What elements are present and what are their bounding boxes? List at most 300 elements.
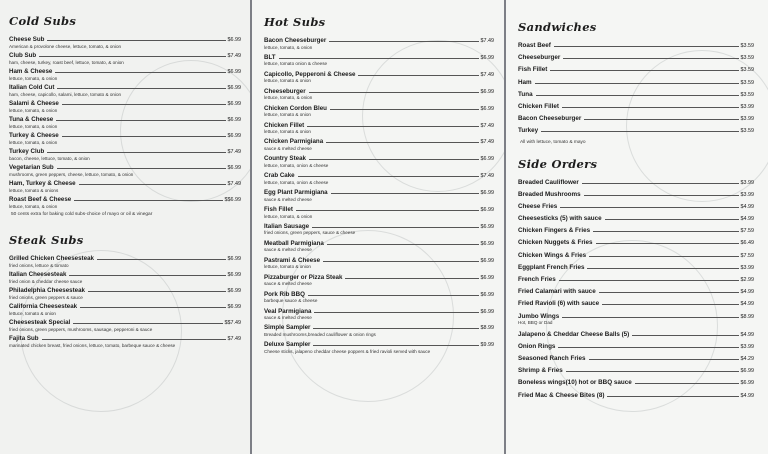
leader-line — [313, 345, 478, 346]
menu-item-price: $6.99 — [227, 101, 241, 107]
menu-item-name: Breaded Mushrooms — [518, 190, 581, 198]
menu-item-name: Jumbo Wings — [518, 312, 560, 320]
menu-item-name: Bacon Cheeseburger — [518, 115, 582, 123]
leader-line — [541, 131, 738, 132]
menu-item-name: BLT — [264, 53, 276, 61]
menu-item — [9, 100, 241, 113]
menu-item-name: Fried Mac & Cheese Bites (8) — [518, 391, 605, 399]
menu-item-price: $6.99 — [480, 274, 494, 281]
menu-item — [9, 255, 241, 268]
leader-line — [69, 275, 225, 276]
menu-item-description: Cheese sticks, jalapeno cheddar cheese poppers & fried ravioli served with sauce — [264, 348, 431, 354]
menu-item-price: $3.99 — [740, 116, 754, 123]
leader-line — [73, 323, 222, 324]
menu-item-description: sauce & melted cheese — [264, 196, 312, 202]
menu-item-name: Cheese Fries — [518, 202, 558, 210]
menu-item-price: $6.99 — [740, 368, 754, 375]
menu-item-price: $7.59 — [740, 228, 754, 235]
menu-item-price: $6.99 — [480, 88, 494, 95]
menu-item-description: American & provolone cheese, lettuce, tomato, & onion — [9, 43, 122, 49]
menu-item-name: Italian Cold Cut — [9, 84, 55, 91]
menu-item-price: $9.99 — [480, 342, 494, 349]
menu-item-price: $7.49 — [480, 139, 494, 146]
menu-item — [518, 343, 754, 350]
menu-panel-left — [0, 0, 250, 454]
menu-item — [264, 257, 494, 270]
leader-line — [279, 58, 479, 59]
menu-item-name: Ham — [518, 78, 532, 86]
menu-item-description: lettuce, tomato & onion — [9, 310, 56, 316]
leader-line — [323, 261, 478, 262]
side-orders-list — [518, 179, 754, 399]
menu-item-name: Bacon Cheeseburger — [264, 37, 327, 44]
menu-item-name: Cheese Sub — [9, 36, 45, 43]
leader-line — [47, 152, 225, 153]
menu-item-price: $4.99 — [740, 289, 754, 296]
leader-line — [62, 136, 226, 137]
menu-item — [264, 189, 494, 202]
leader-line — [47, 40, 225, 41]
menu-item-price: $6.99 — [480, 207, 494, 214]
menu-item-name: Shrimp & Fries — [518, 367, 563, 375]
menu-item-price: $7.49 — [227, 53, 241, 59]
menu-item-name: Chicken Fingers & Fries — [518, 227, 591, 235]
menu-item-price: $6.99 — [227, 69, 241, 75]
menu-item-price: $4.99 — [740, 331, 754, 338]
menu-item-name: Crab Cake — [264, 172, 295, 180]
menu-item-description: mushrooms, green peppers, cheese, lettuce, tomato, & onion — [9, 171, 134, 177]
menu-item-price: $6.99 — [227, 37, 241, 43]
menu-item-description: sauce & melted cheese — [264, 247, 312, 253]
menu-item-description: lettuce, tomato & onions — [9, 187, 59, 193]
menu-item-description: lettuce, tomato, & onion — [264, 95, 313, 101]
leader-line — [560, 207, 738, 208]
menu-item-description: Breaded mushrooms,breaded cauliflower & onion rings — [264, 331, 376, 337]
menu-item-name: Grilled Chicken Cheesesteak — [9, 255, 94, 262]
menu-item-name: Turkey Club — [9, 148, 45, 155]
leader-line — [562, 317, 738, 318]
menu-item — [518, 300, 754, 307]
menu-item — [518, 179, 754, 186]
menu-item-price: $6.99 — [227, 256, 241, 262]
leader-line — [635, 383, 739, 384]
menu-item-description: ham, cheese, capicollo, salami, lettuce, tomato & onion — [9, 91, 122, 97]
menu-item-description: sauce & melted cheese — [264, 145, 312, 151]
leader-line — [56, 120, 225, 121]
menu-item-price: $7.49 — [480, 71, 494, 78]
leader-line — [563, 58, 738, 59]
menu-item-name: Turkey — [518, 127, 539, 135]
menu-item-price: $3.59 — [740, 43, 754, 49]
hot-subs-title: Hot Subs — [264, 15, 326, 29]
menu-item-price: $6.99 — [227, 288, 241, 294]
menu-item-description: lettuce, tomato, onion & cheese — [264, 162, 329, 168]
menu-item — [9, 319, 241, 332]
cold-subs-list — [9, 36, 241, 209]
menu-item — [518, 127, 754, 134]
menu-item-description: lettuce, tomato & onion — [264, 129, 311, 135]
menu-item-price: $3.99 — [740, 103, 754, 110]
leader-line — [562, 107, 739, 108]
menu-item — [264, 105, 494, 118]
menu-item-price: $6.99 — [227, 165, 241, 171]
steak-subs-list — [9, 255, 241, 348]
menu-item — [518, 227, 754, 234]
menu-item — [9, 271, 241, 284]
menu-item — [518, 203, 754, 210]
menu-item — [518, 215, 754, 222]
menu-item — [518, 276, 754, 283]
menu-item — [518, 42, 754, 49]
menu-item-name: Salami & Cheese — [9, 100, 59, 107]
menu-item-name: Egg Plant Parmigiana — [264, 189, 328, 197]
menu-item-name: Cheesesteak Special — [9, 319, 71, 326]
sandwiches-title: Sandwiches — [518, 20, 597, 34]
menu-item — [264, 172, 494, 185]
leader-line — [558, 347, 738, 348]
menu-item-name: Roast Beef — [518, 42, 551, 49]
menu-item-price: $3.99 — [740, 264, 754, 271]
leader-line — [308, 295, 479, 296]
menu-item — [518, 367, 754, 374]
menu-item-description: lettuce, tomato, onion & cheese — [264, 179, 329, 185]
menu-item — [518, 103, 754, 110]
menu-item-price: $2.99 — [740, 277, 754, 283]
menu-item-description: fried onions, lettuce & tomato — [9, 262, 69, 268]
menu-item-name: Deluxe Sampler — [264, 341, 311, 349]
menu-item-price: $7.49 — [227, 181, 241, 187]
menu-item-name: Italian Cheesesteak — [9, 271, 67, 278]
menu-item-description: lettuce, tomato, & onion — [9, 203, 58, 209]
menu-item-price: $7.49 — [227, 149, 241, 155]
menu-item-price: $7.49 — [480, 173, 494, 180]
leader-line — [97, 259, 226, 260]
leader-line — [74, 200, 222, 201]
menu-item — [9, 116, 241, 129]
leader-line — [358, 75, 478, 76]
menu-panel-center — [252, 0, 504, 454]
menu-item-description: marinated chicken breast, fried onions, lettuce, tomato, barbeque sauce & cheese — [9, 342, 176, 348]
menu-item-price: $6.99 — [480, 257, 494, 264]
menu-item — [264, 54, 494, 67]
menu-item-description: lettuce, tomato & onion — [264, 78, 311, 84]
menu-item — [9, 84, 241, 97]
leader-line — [587, 268, 738, 269]
leader-line — [605, 219, 739, 220]
menu-item-name: Cheeseburger — [264, 87, 306, 95]
menu-item — [264, 291, 494, 304]
menu-item — [9, 164, 241, 177]
menu-item — [264, 341, 494, 354]
menu-item-name: Ham & Cheese — [9, 68, 53, 75]
menu-item-name: Veal Parmigiana — [264, 307, 312, 315]
leader-line — [589, 256, 738, 257]
menu-item-description: lettuce, tomato, & onion — [9, 139, 58, 145]
menu-item-price: $6.99 — [480, 308, 494, 315]
menu-item-description: fried onions, green peppers, sauce & cheese — [264, 230, 356, 236]
menu-item-description: ham, cheese, turkey, roast beef, lettuce, tomato, & onion — [9, 59, 124, 65]
leader-line — [550, 70, 738, 71]
menu-item — [9, 180, 241, 193]
menu-item — [9, 148, 241, 161]
leader-line — [314, 312, 478, 313]
leader-line — [593, 231, 738, 232]
menu-item — [518, 355, 754, 362]
menu-item-name: Vegetarian Sub — [9, 164, 54, 171]
menu-item — [264, 88, 494, 101]
menu-item-price: $6.99 — [480, 54, 494, 61]
leader-line — [79, 184, 226, 185]
leader-line — [584, 119, 738, 120]
cold-subs-note: 50 cents extra for baking cold subs-choice of mayo or oil & vinegar — [11, 212, 153, 217]
menu-item-description: lettuce, tomato onion & cheese — [264, 61, 328, 67]
menu-item-price: $4.99 — [740, 301, 754, 308]
leader-line — [535, 83, 739, 84]
menu-item-price: $6.99 — [480, 223, 494, 230]
leader-line — [345, 278, 478, 279]
menu-item — [518, 54, 754, 61]
menu-item — [518, 191, 754, 198]
menu-item-description: lettuce, tomato & onion — [264, 112, 311, 118]
menu-item-name: Jalapeno & Cheddar Cheese Balls (5) — [518, 330, 630, 338]
leader-line — [296, 210, 479, 211]
menu-item-name: Chicken Fillet — [518, 102, 559, 110]
sandwiches-note: All with lettuce, tomato & mayo — [520, 139, 586, 145]
menu-item — [518, 288, 754, 295]
leader-line — [57, 88, 225, 89]
leader-line — [582, 183, 739, 184]
menu-item-name: Fish Fillet — [264, 206, 293, 214]
menu-item-name: Ham, Turkey & Cheese — [9, 180, 76, 187]
menu-item-name: Cheesesticks (5) with sauce — [518, 215, 602, 223]
menu-item-description: fried onions, green peppers & sauce — [9, 294, 83, 300]
leader-line — [327, 244, 479, 245]
leader-line — [330, 109, 479, 110]
menu-item — [518, 252, 754, 259]
menu-item-name: Chicken Nuggets & Fries — [518, 239, 593, 247]
menu-item-name: Tuna & Cheese — [9, 116, 54, 123]
leader-line — [55, 72, 225, 73]
menu-item-price: $7.49 — [227, 336, 241, 342]
menu-item-name: Philadelphia Cheesesteak — [9, 287, 86, 294]
menu-item-price: $4.29 — [740, 356, 754, 363]
menu-item — [9, 335, 241, 348]
menu-item — [264, 37, 494, 50]
menu-item-description: sauce & melted cheese — [264, 315, 312, 320]
menu-item-price: $6.99 — [227, 133, 241, 139]
menu-item — [518, 264, 754, 271]
menu-item-name: Chicken Cordon Bleu — [264, 104, 327, 112]
menu-item — [264, 122, 494, 135]
menu-item-name: Seasoned Ranch Fries — [518, 355, 586, 363]
menu-item-price: $3.99 — [740, 343, 754, 350]
leader-line — [57, 168, 226, 169]
menu-item-name: Roast Beef & Cheese — [9, 196, 72, 203]
menu-item — [518, 331, 754, 338]
menu-item-name: Italian Sausage — [264, 222, 310, 230]
menu-item — [518, 313, 754, 326]
menu-item-price: $6.99 — [480, 240, 494, 247]
menu-item-name: Turkey & Cheese — [9, 132, 59, 139]
menu-item-price: $3.99 — [740, 191, 754, 198]
menu-item-price: $7.49 — [480, 122, 494, 129]
menu-item-price: $4.99 — [740, 392, 754, 399]
leader-line — [329, 41, 478, 42]
menu-item — [9, 287, 241, 300]
menu-item-price: $4.99 — [740, 216, 754, 223]
leader-line — [62, 104, 226, 105]
menu-item-description: fried onions, green peppers, mushrooms, sausage, pepperoni & sauce — [9, 326, 153, 332]
leader-line — [42, 339, 226, 340]
menu-item-name: Onion Rings — [518, 342, 556, 350]
menu-item — [518, 392, 754, 399]
menu-item-price: $4.99 — [740, 203, 754, 210]
menu-item — [264, 274, 494, 287]
menu-item-name: Boneless wings(10) hot or BBQ sauce — [518, 379, 632, 387]
menu-item — [9, 36, 241, 49]
menu-panel-right — [506, 0, 768, 454]
menu-item-price: $$7.49 — [224, 320, 241, 326]
menu-item-name: California Cheesesteak — [9, 303, 78, 310]
menu-item-description: Hot, BBQ or Dad — [518, 320, 553, 326]
leader-line — [80, 307, 225, 308]
menu-item-name: Fried Ravioli (6) with sauce — [518, 300, 600, 308]
menu-item-description: lettuce, tomato, & onion — [264, 44, 313, 50]
menu-item — [264, 71, 494, 84]
menu-item-name: Chicken Wings & Fries — [518, 251, 587, 259]
menu-item-description: lettuce, tomato & onion — [264, 264, 311, 270]
menu-item-name: Simple Sampler — [264, 324, 311, 332]
menu-item-price: $6.49 — [740, 240, 754, 247]
menu-item — [9, 132, 241, 145]
menu-item-price: $3.59 — [740, 91, 754, 98]
menu-item-name: Eggplant French Fries — [518, 263, 585, 271]
menu-item-name: Club Sub — [9, 52, 37, 59]
leader-line — [313, 328, 478, 329]
menu-item — [518, 379, 754, 386]
menu-item-description: barbeque sauce & cheese — [264, 298, 318, 304]
menu-item-description: sauce & melted cheese — [264, 281, 312, 287]
cold-subs-title: Cold Subs — [9, 14, 77, 28]
leader-line — [312, 227, 478, 228]
leader-line — [566, 371, 739, 372]
leader-line — [602, 304, 738, 305]
menu-item — [9, 52, 241, 65]
leader-line — [607, 396, 738, 397]
menu-item — [9, 303, 241, 316]
menu-item — [264, 223, 494, 236]
menu-item — [264, 240, 494, 253]
menu-item-price: $6.99 — [227, 85, 241, 91]
leader-line — [309, 159, 479, 160]
menu-item-price: $8.99 — [480, 325, 494, 332]
menu-item-price: $3.59 — [740, 55, 754, 62]
menu-item-name: Chicken Parmigiana — [264, 138, 324, 146]
menu-item — [264, 206, 494, 219]
leader-line — [584, 195, 739, 196]
menu-item-name: Breaded Cauliflower — [518, 178, 579, 186]
menu-item-price: $6.99 — [480, 190, 494, 197]
menu-item-description: lettuce, tomato, & onion — [264, 213, 313, 219]
leader-line — [599, 292, 739, 293]
menu-item-price: $3.59 — [740, 128, 754, 135]
leader-line — [554, 46, 739, 47]
menu-item-description: bacon, cheese, lettuce, tomato, & onion — [9, 155, 90, 161]
leader-line — [39, 56, 225, 57]
menu-item-name: French Fries — [518, 276, 556, 283]
menu-item-name: Fish Fillet — [518, 66, 548, 74]
menu-item-price: $7.49 — [480, 38, 494, 44]
menu-item-price: $7.59 — [740, 252, 754, 259]
menu-item — [518, 115, 754, 122]
hot-subs-list — [264, 37, 494, 354]
menu-item-name: Tuna — [518, 90, 533, 98]
menu-item-name: Pastrami & Cheese — [264, 256, 321, 264]
side-orders-title: Side Orders — [518, 156, 598, 171]
leader-line — [331, 193, 479, 194]
leader-line — [632, 335, 738, 336]
menu-item-name: Capicollo, Pepperoni & Cheese — [264, 70, 356, 78]
menu-item — [9, 68, 241, 81]
menu-item-price: $6.99 — [227, 272, 241, 278]
menu-item — [518, 91, 754, 98]
menu-item-price: $3.59 — [740, 67, 754, 74]
menu-item-price: $6.99 — [480, 105, 494, 112]
leader-line — [559, 280, 739, 281]
menu-item-description: fried onion & cheddar cheese sauce — [9, 278, 83, 284]
menu-item-name: Cheeseburger — [518, 54, 561, 62]
leader-line — [88, 291, 225, 292]
sandwiches-list — [518, 42, 754, 134]
menu-item — [264, 308, 494, 321]
menu-item — [518, 66, 754, 73]
menu-item-name: Fried Calamari with sauce — [518, 288, 596, 296]
menu-item — [518, 79, 754, 86]
menu-item-description: lettuce, tomato, & onion — [9, 123, 58, 129]
leader-line — [298, 176, 479, 177]
menu-item-price: $6.99 — [480, 156, 494, 163]
menu-item-description: lettuce, tomato, & onion — [9, 75, 58, 81]
leader-line — [596, 243, 739, 244]
menu-item-name: Pizzaburger or Pizza Steak — [264, 273, 343, 281]
menu-item — [264, 138, 494, 151]
menu-item — [264, 155, 494, 168]
menu-item — [264, 324, 494, 337]
menu-item-name: Fajita Sub — [9, 335, 39, 342]
menu-item-name: Chicken Fillet — [264, 121, 305, 129]
leader-line — [307, 126, 478, 127]
menu-item-price: $6.99 — [227, 117, 241, 123]
steak-subs-title: Steak Subs — [9, 233, 84, 247]
menu-item-name: Meatball Parmigiana — [264, 239, 324, 247]
leader-line — [589, 359, 739, 360]
menu-item-name: Pork Rib BBQ — [264, 290, 305, 298]
leader-line — [326, 142, 478, 143]
menu-item-price: $3.99 — [740, 179, 754, 186]
menu-item-price: $3.59 — [740, 79, 754, 86]
menu-item — [518, 239, 754, 246]
menu-item-price: $8.99 — [740, 313, 754, 320]
menu-item-price: $6.99 — [740, 380, 754, 387]
menu-item-name: Country Steak — [264, 155, 306, 163]
menu-item-price: $6.99 — [480, 291, 494, 298]
menu-item-price: $$6.99 — [224, 197, 241, 203]
menu-item-description: lettuce, tomato, & onion — [9, 107, 58, 113]
menu-item-price: $6.99 — [227, 304, 241, 310]
leader-line — [309, 92, 479, 93]
menu-item — [9, 196, 241, 209]
leader-line — [536, 95, 739, 96]
